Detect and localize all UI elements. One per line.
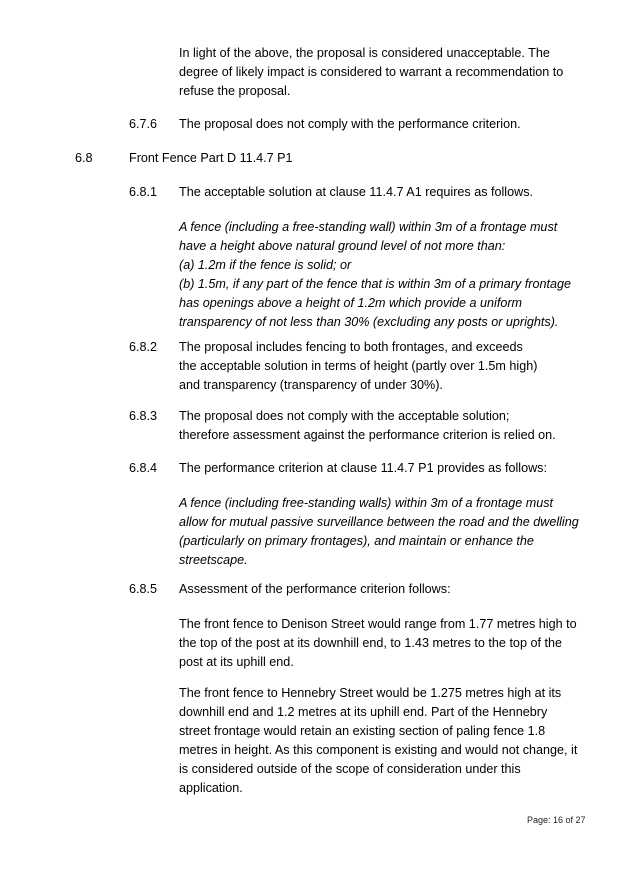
- section-number-6-8-2: 6.8.2: [129, 340, 158, 354]
- section-text-6-8-1: The acceptable solution at clause 11.4.7 A1 requires as follows.: [179, 185, 534, 199]
- quote-acceptable-solution: [179, 218, 589, 332]
- assessment-paragraph-denison: The front fence to Denison Street would range from 1.77 metres high to the top of the post at its downhill end, to 1.43 metres to the top of the post at its uphill end.: [179, 617, 577, 669]
- section-heading-6-8: Front Fence Part D 11.4.7 P1: [129, 151, 293, 165]
- section-text-6-7-6: The proposal does not comply with the performance criterion.: [179, 117, 521, 131]
- quote-performance-criterion: A fence (including free-standing walls) within 3m of a frontage must allow for mutual passive surveillance between the road and the dwelling (particularly on primary frontages), and maintain or enhance the streetscape.: [179, 496, 579, 567]
- section-number-6-8-1: 6.8.1: [129, 185, 158, 199]
- quote-a1-line-4: (b) 1.5m, if any part of the fence that is within 3m of a primary frontage: [179, 277, 571, 291]
- page-number: Page: 16 of 27: [527, 815, 586, 825]
- section-number-6-8-3: 6.8.3: [129, 409, 158, 423]
- section-number-6-8-4: 6.8.4: [129, 461, 158, 475]
- section-number-6-7-6: 6.7.6: [129, 117, 158, 131]
- quote-a1-line-3: (a) 1.2m if the fence is solid; or: [179, 258, 352, 272]
- section-text-6-8-4: The performance criterion at clause 11.4.7 P1 provides as follows:: [179, 461, 547, 475]
- quote-a1-line-5: has openings above a height of 1.2m which provide a uniform: [179, 296, 523, 310]
- section-number-6-8: 6.8: [75, 151, 93, 165]
- quote-a1-line-2: have a height above natural ground level of not more than:: [179, 239, 506, 253]
- assessment-paragraph-hennebry: The front fence to Hennebry Street would be 1.275 metres high at its downhill end and 1.2 metres at its uphill end. Part of the Hennebry street frontage would retain an existing section of paling fence 1.8 metres in height. As this component is existing and would not change, it is considered outside of the scope of consideration under this application.: [179, 686, 578, 795]
- section-text-6-8-2: The proposal includes fencing to both frontages, and exceeds the acceptable solution in terms of height (partly over 1.5m high) and transparency (transparency of under 30%).: [179, 340, 538, 392]
- quote-a1-line-1: A fence (including a free-standing wall) within 3m of a frontage must: [179, 220, 558, 234]
- intro-paragraph: In light of the above, the proposal is considered unacceptable. The degree of likely impact is considered to warrant a recommendation to refuse the proposal.: [179, 46, 564, 98]
- quote-a1-line-6: transparency of not less than 30% (excluding any posts or uprights).: [179, 315, 559, 329]
- section-text-6-8-5: Assessment of the performance criterion follows:: [179, 582, 451, 596]
- section-number-6-8-5: 6.8.5: [129, 582, 158, 596]
- section-text-6-8-3: The proposal does not comply with the acceptable solution; therefore assessment against the performance criterion is relied on.: [179, 409, 556, 442]
